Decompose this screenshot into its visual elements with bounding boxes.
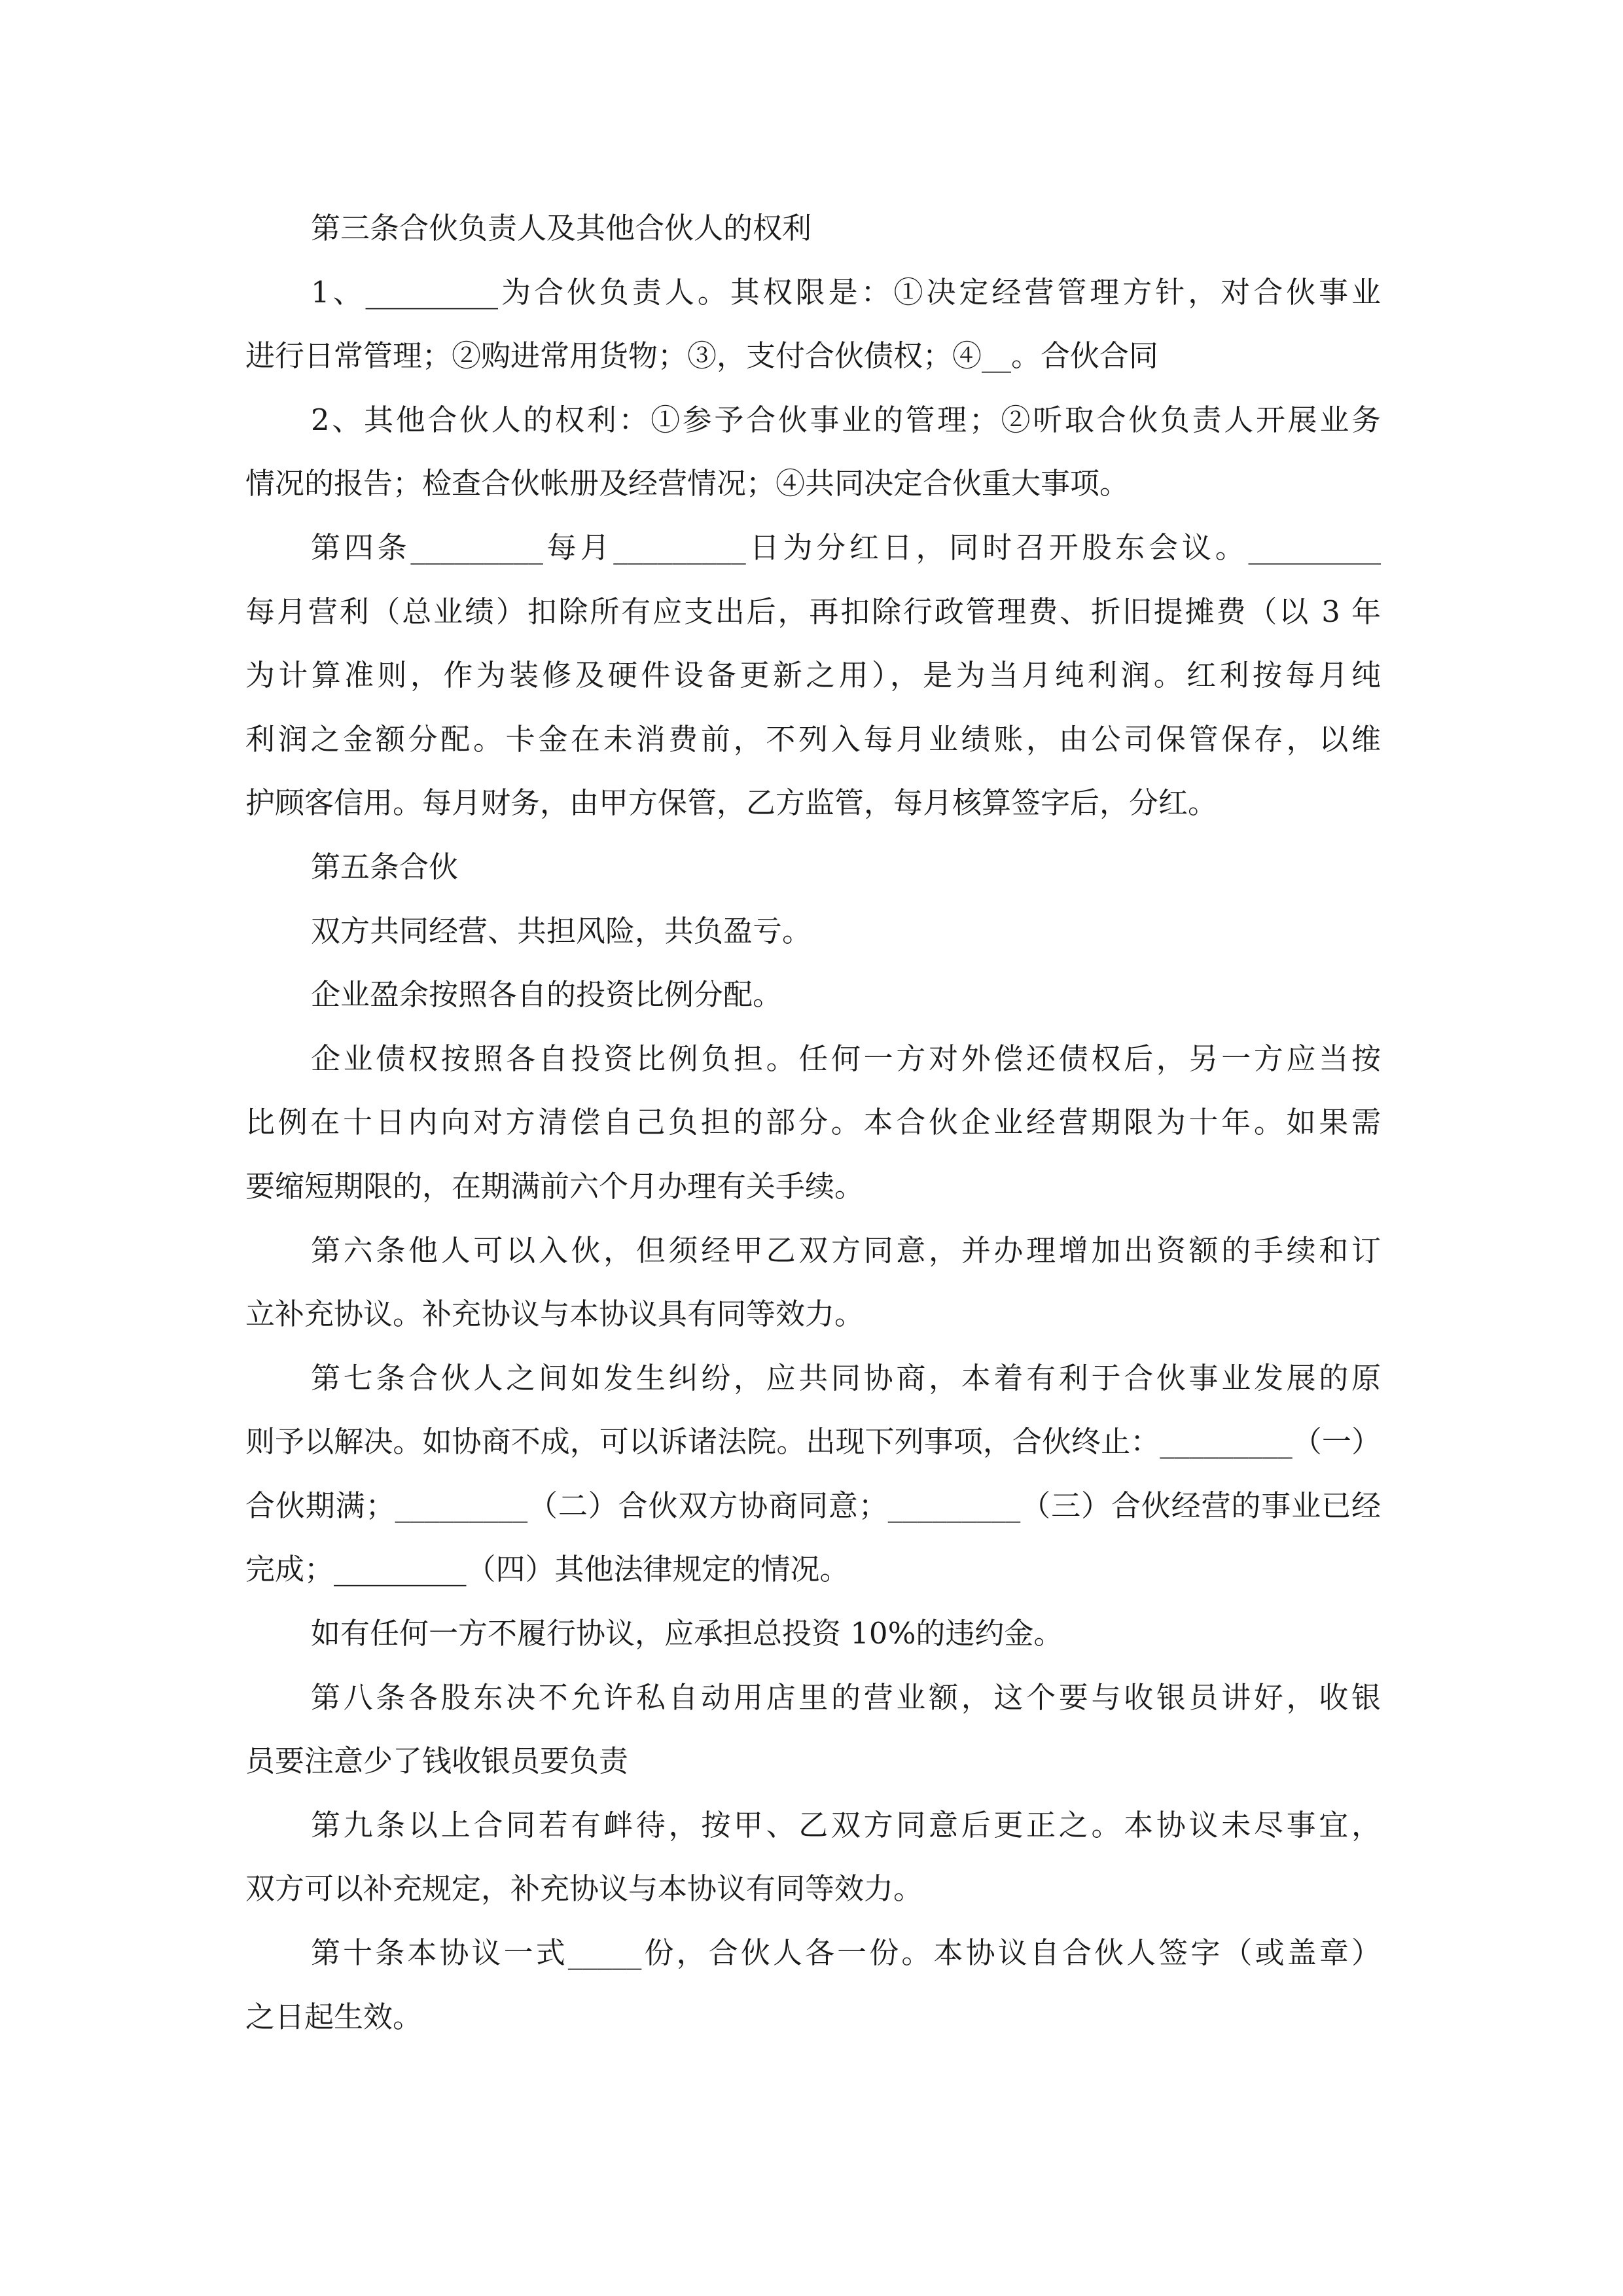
text-line: 2、其他合伙人的权利：①参予合伙事业的管理；②听取合伙负责人开展业务 xyxy=(311,402,1381,437)
text-line: 第三条合伙负责人及其他合伙人的权利 xyxy=(311,211,812,245)
text-line: 每月营利（总业绩）扣除所有应支出后，再扣除行政管理费、折旧提摊费（以 3 年 xyxy=(245,594,1381,629)
text-line: 第十条本协议一式_____份，合伙人各一份。本协议自合伙人签字（或盖章） xyxy=(311,1935,1381,1971)
text-line: 为计算准则，作为装修及硬件设备更新之用），是为当月纯利润。红利按每月纯 xyxy=(245,658,1381,693)
text-line: 第四条_________每月_________日为分红日，同时召开股东会议。_________ xyxy=(311,529,1381,565)
text-line: 情况的报告；检查合伙帐册及经营情况；④共同决定合伙重大事项。 xyxy=(245,466,1130,501)
text-line: 之日起生效。 xyxy=(245,1999,423,2034)
text-line: 员要注意少了钱收银员要负责 xyxy=(245,1744,629,1779)
text-line: 要缩短期限的，在期满前六个月办理有关手续。 xyxy=(245,1168,865,1204)
text-line: 如有任何一方不履行协议，应承担总投资 10%的违约金。 xyxy=(311,1616,1063,1651)
text-line: 双方共同经营、共担风险，共负盈亏。 xyxy=(311,913,812,948)
text-line: 护顾客信用。每月财务，由甲方保管，乙方监管，每月核算签字后，分红。 xyxy=(245,785,1218,821)
text-line: 第七条合伙人之间如发生纠纷，应共同协商，本着有利于合伙事业发展的原 xyxy=(311,1360,1381,1395)
text-line: 1、_________为合伙负责人。其权限是：①决定经营管理方针，对合伙事业 xyxy=(311,274,1381,310)
text-line: 完成；_________（四）其他法律规定的情况。 xyxy=(245,1552,849,1587)
text-line: 利润之金额分配。卡金在未消费前，不列入每月业绩账，由公司保管保存，以维 xyxy=(245,721,1381,757)
text-line: 企业盈余按照各自的投资比例分配。 xyxy=(311,977,783,1013)
text-line: 合伙期满；_________（二）合伙双方协商同意；_________（三）合伙经营的事业已经 xyxy=(245,1488,1381,1523)
text-line: 则予以解决。如协商不成，可以诉诸法院。出现下列事项，合伙终止：_________（一） xyxy=(245,1424,1381,1460)
text-line: 第五条合伙 xyxy=(311,849,459,884)
text-line: 第六条他人可以入伙，但须经甲乙双方同意，并办理增加出资额的手续和订 xyxy=(311,1232,1381,1268)
document-page xyxy=(245,196,1381,2049)
text-line: 双方可以补充规定，补充协议与本协议有同等效力。 xyxy=(245,1871,923,1907)
text-line: 企业债权按照各自投资比例负担。任何一方对外偿还债权后，另一方应当按 xyxy=(311,1041,1381,1076)
text-line: 第九条以上合同若有衅待，按甲、乙双方同意后更正之。本协议未尽事宜， xyxy=(311,1807,1381,1842)
text-line: 立补充协议。补充协议与本协议具有同等效力。 xyxy=(245,1297,865,1332)
text-line: 第八条各股东决不允许私自动用店里的营业额，这个要与收银员讲好，收银 xyxy=(311,1679,1381,1715)
text-line: 比例在十日内向对方清偿自己负担的部分。本合伙企业经营期限为十年。如果需 xyxy=(245,1105,1381,1140)
text-line: 进行日常管理；②购进常用货物；③，支付合伙债权；④__。合伙合同 xyxy=(245,338,1159,374)
